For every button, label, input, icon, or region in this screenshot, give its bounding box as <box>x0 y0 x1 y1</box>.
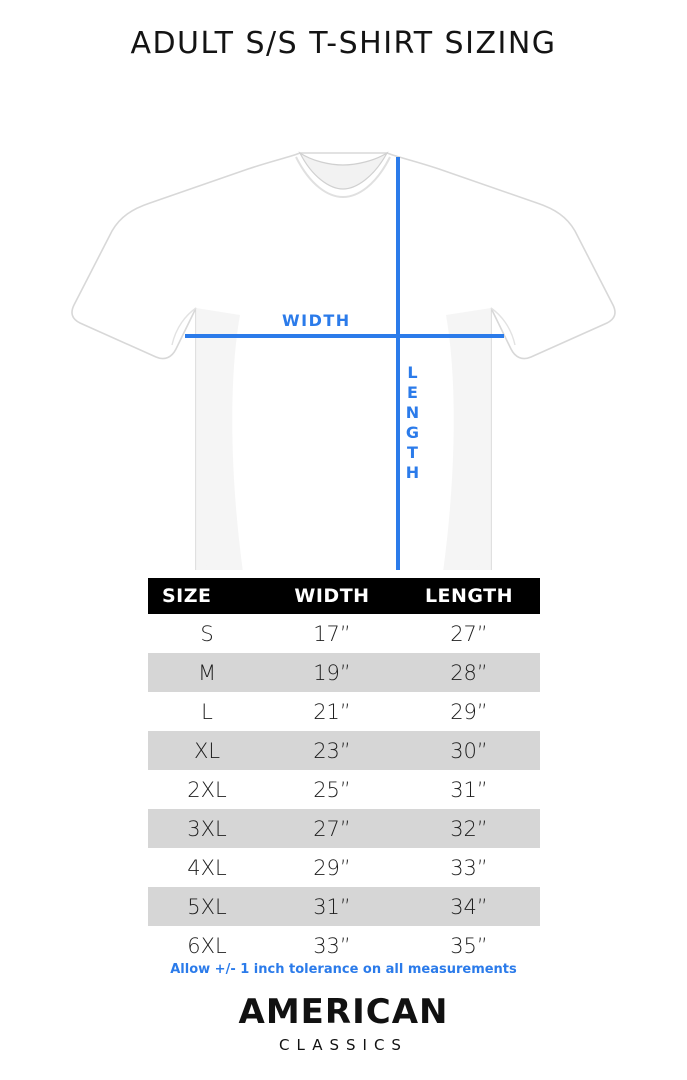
length-label: LENGTH <box>403 363 422 483</box>
page-title: ADULT S/S T-SHIRT SIZING <box>130 26 557 61</box>
cell-width: 25” <box>266 770 398 809</box>
column-header-length: LENGTH <box>398 578 540 614</box>
cell-width: 17” <box>266 614 398 653</box>
cell-size: M <box>148 653 266 692</box>
cell-size: 3XL <box>148 809 266 848</box>
size-table-container <box>148 578 540 965</box>
table-row <box>148 926 540 965</box>
cell-length: 29” <box>398 692 540 731</box>
table-header-row <box>148 578 540 614</box>
cell-size: 2XL <box>148 770 266 809</box>
cell-length: 31” <box>398 770 540 809</box>
table-row <box>148 692 540 731</box>
cell-length: 28” <box>398 653 540 692</box>
column-header-size: SIZE <box>148 578 266 614</box>
width-label: WIDTH <box>282 311 351 330</box>
table-row <box>148 809 540 848</box>
table-row <box>148 770 540 809</box>
cell-size: L <box>148 692 266 731</box>
table-row <box>148 731 540 770</box>
tolerance-note: Allow +/- 1 inch tolerance on all measurements <box>170 962 517 977</box>
size-table <box>148 578 540 965</box>
cell-width: 33” <box>266 926 398 965</box>
cell-size: XL <box>148 731 266 770</box>
table-row <box>148 848 540 887</box>
cell-width: 31” <box>266 887 398 926</box>
cell-size: 6XL <box>148 926 266 965</box>
cell-width: 23” <box>266 731 398 770</box>
cell-length: 33” <box>398 848 540 887</box>
tshirt-diagram <box>0 65 687 570</box>
cell-length: 32” <box>398 809 540 848</box>
cell-length: 27” <box>398 614 540 653</box>
cell-length: 34” <box>398 887 540 926</box>
brand-footer <box>0 992 687 1054</box>
column-header-width: WIDTH <box>266 578 398 614</box>
cell-size: 4XL <box>148 848 266 887</box>
cell-length: 30” <box>398 731 540 770</box>
table-row <box>148 653 540 692</box>
cell-width: 19” <box>266 653 398 692</box>
brand-name: AMERICAN <box>238 992 449 1032</box>
table-row <box>148 614 540 653</box>
cell-width: 21” <box>266 692 398 731</box>
cell-width: 29” <box>266 848 398 887</box>
cell-size: S <box>148 614 266 653</box>
table-row <box>148 887 540 926</box>
cell-width: 27” <box>266 809 398 848</box>
brand-subtitle: CLASSICS <box>279 1036 408 1054</box>
cell-length: 35” <box>398 926 540 965</box>
cell-size: 5XL <box>148 887 266 926</box>
